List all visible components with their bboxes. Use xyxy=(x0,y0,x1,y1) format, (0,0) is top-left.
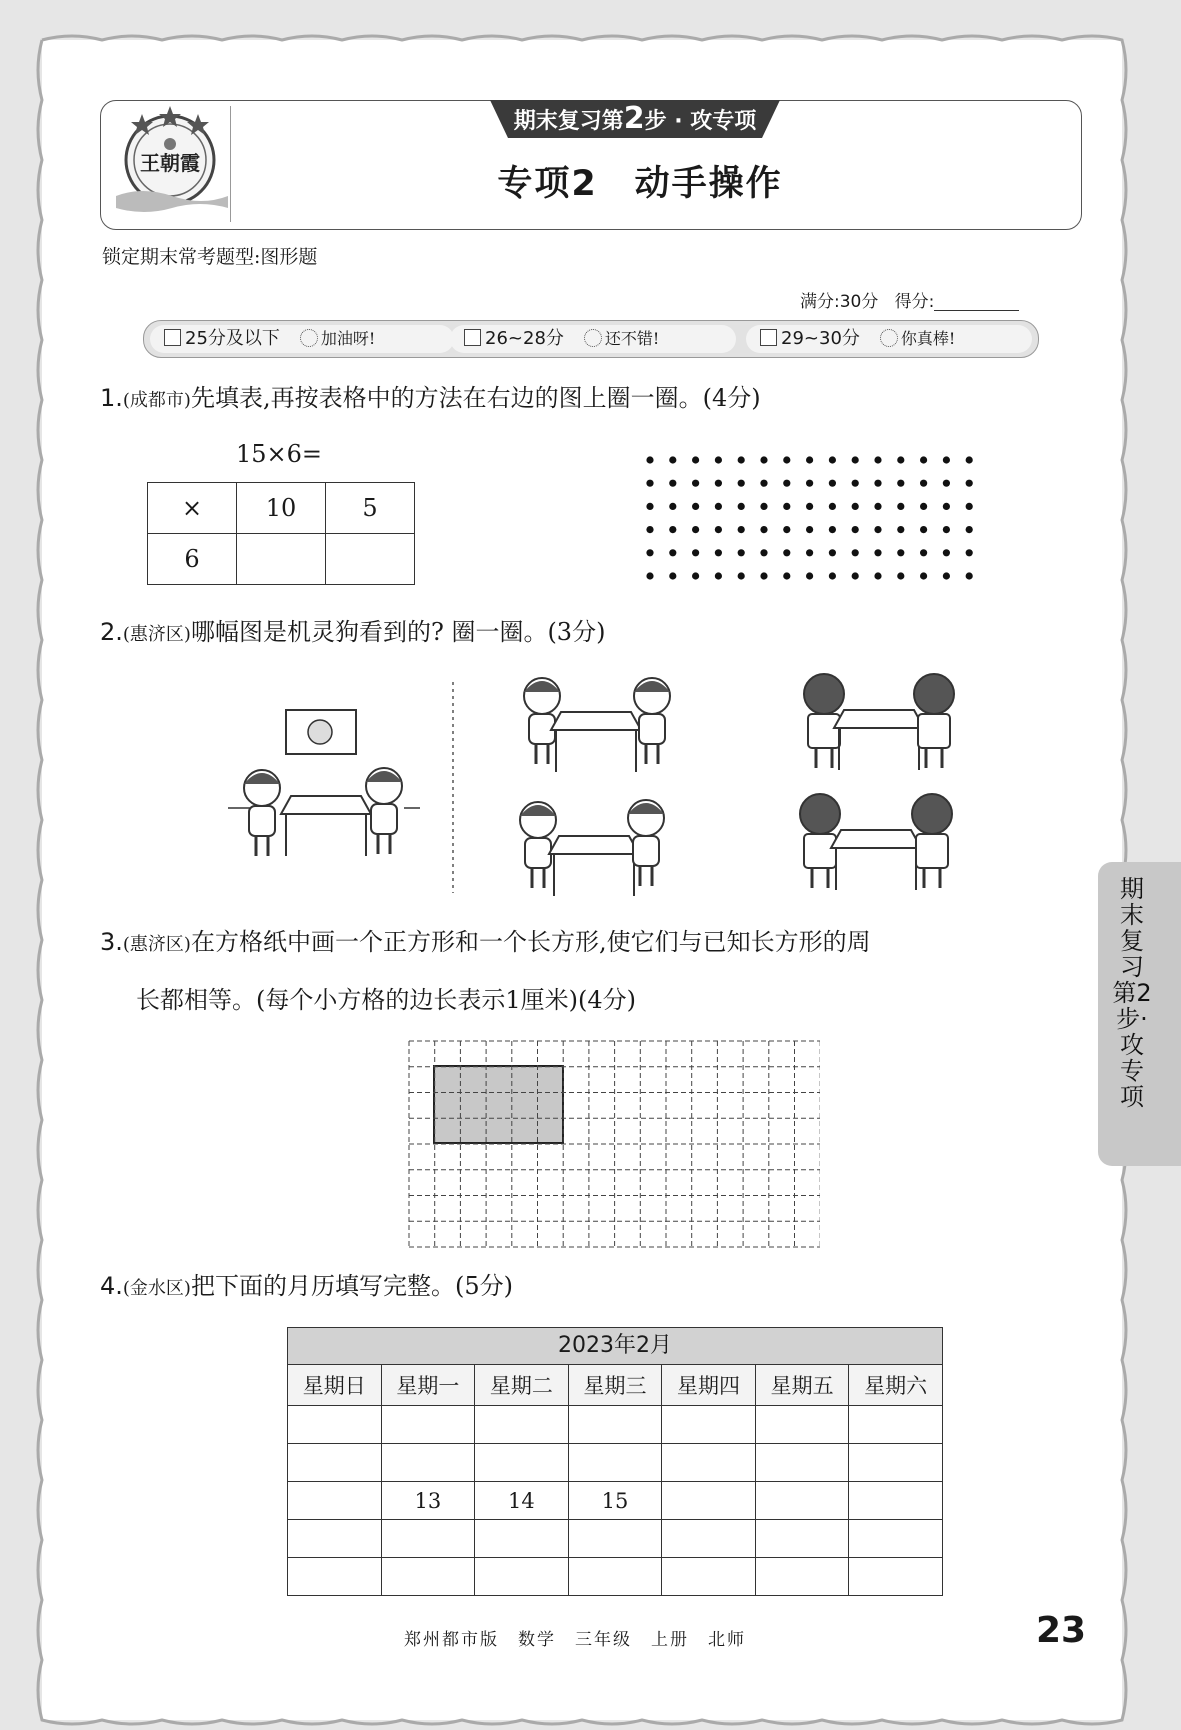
dot xyxy=(852,526,859,533)
calendar-week-row xyxy=(288,1406,942,1444)
dot xyxy=(669,480,676,487)
page-title: 专项2 动手操作 xyxy=(497,164,783,204)
dot xyxy=(715,526,722,533)
page-number: 23 xyxy=(1036,1610,1087,1651)
dot xyxy=(646,456,653,463)
dot xyxy=(920,572,927,579)
calendar-day-cell[interactable] xyxy=(475,1406,569,1444)
dot-array[interactable] xyxy=(640,450,990,592)
dot xyxy=(760,572,767,579)
dot xyxy=(829,456,836,463)
calendar-day-cell[interactable] xyxy=(849,1520,942,1558)
rating-bar xyxy=(143,320,1039,358)
given-rectangle xyxy=(434,1066,563,1143)
question-4: 4.(金水区)把下面的月历填写完整。(5分) xyxy=(100,1272,513,1300)
dot xyxy=(692,526,699,533)
calendar-week-row xyxy=(288,1558,942,1596)
dot xyxy=(715,572,722,579)
dot xyxy=(966,480,973,487)
dot xyxy=(715,456,722,463)
logo-divider xyxy=(230,106,231,222)
table-header-op: × xyxy=(148,483,237,534)
dot xyxy=(738,572,745,579)
dot xyxy=(920,503,927,510)
dot xyxy=(943,456,950,463)
dot xyxy=(738,456,745,463)
dot xyxy=(760,456,767,463)
calendar-day-cell[interactable] xyxy=(662,1482,756,1520)
dot xyxy=(738,526,745,533)
smile-icon xyxy=(300,329,318,347)
dot xyxy=(829,572,836,579)
calendar-day-cell[interactable] xyxy=(381,1520,475,1558)
table-header-10: 10 xyxy=(237,483,326,534)
logo-text: 王朝霞 xyxy=(140,151,200,175)
weekday-header: 星期日 xyxy=(288,1365,381,1406)
dot xyxy=(783,549,790,556)
dot xyxy=(738,503,745,510)
calendar-day-cell[interactable] xyxy=(381,1444,475,1482)
step-label: 期末复习第2步 · 攻专项 xyxy=(513,101,757,136)
score-label: 得分: xyxy=(894,292,935,312)
rating-1: 25分及以下 加油呀! xyxy=(150,325,454,353)
calendar-day-cell[interactable] xyxy=(381,1406,475,1444)
calendar-day-cell[interactable] xyxy=(662,1558,756,1596)
dot xyxy=(829,503,836,510)
question-3-line-2: 长都相等。(每个小方格的边长表示1厘米)(4分) xyxy=(136,986,636,1014)
option-b[interactable] xyxy=(520,800,664,896)
dot xyxy=(806,456,813,463)
dot xyxy=(760,480,767,487)
calendar-day-cell[interactable] xyxy=(849,1482,942,1520)
table-row-6: 6 xyxy=(148,534,237,585)
calendar-day-cell[interactable] xyxy=(849,1558,942,1596)
weekday-header: 星期二 xyxy=(475,1365,569,1406)
dot xyxy=(920,480,927,487)
dot xyxy=(783,503,790,510)
calendar-day-cell[interactable] xyxy=(288,1406,381,1444)
dot xyxy=(943,526,950,533)
dot xyxy=(897,456,904,463)
square-grid[interactable] xyxy=(408,1040,820,1248)
dot xyxy=(966,503,973,510)
calendar-day-cell[interactable] xyxy=(755,1558,849,1596)
dot xyxy=(897,480,904,487)
calendar-day-cell[interactable] xyxy=(475,1558,569,1596)
calendar xyxy=(287,1327,943,1596)
subtitle: 锁定期末常考题型:图形题 xyxy=(102,246,318,268)
calendar-table xyxy=(288,1365,942,1595)
calendar-day-cell[interactable] xyxy=(568,1520,662,1558)
weekday-header: 星期六 xyxy=(849,1365,942,1406)
full-score: 满分:30分 xyxy=(800,292,879,312)
calendar-day-cell[interactable] xyxy=(288,1444,381,1482)
calendar-week-row xyxy=(288,1444,942,1482)
dot xyxy=(738,549,745,556)
dot xyxy=(897,549,904,556)
checkbox[interactable] xyxy=(464,329,481,346)
checkbox[interactable] xyxy=(164,329,181,346)
smile-icon xyxy=(880,329,898,347)
calendar-day-cell[interactable] xyxy=(475,1444,569,1482)
dot xyxy=(669,549,676,556)
calendar-day-cell[interactable] xyxy=(568,1406,662,1444)
calendar-header-row xyxy=(288,1365,942,1406)
dot xyxy=(897,526,904,533)
dot xyxy=(943,503,950,510)
score-blank[interactable] xyxy=(934,292,1019,311)
dot xyxy=(829,526,836,533)
calendar-day-cell[interactable] xyxy=(755,1444,849,1482)
dot xyxy=(669,572,676,579)
calendar-day-cell[interactable] xyxy=(662,1406,756,1444)
dot xyxy=(669,526,676,533)
calendar-day-cell[interactable] xyxy=(288,1482,381,1520)
table-header-5: 5 xyxy=(326,483,415,534)
dot xyxy=(943,572,950,579)
dot xyxy=(829,549,836,556)
dot xyxy=(943,480,950,487)
side-tab-label: 期末复习第2步·攻专项 xyxy=(1112,875,1152,1111)
dot xyxy=(874,456,881,463)
dot xyxy=(715,503,722,510)
smile-icon xyxy=(584,329,602,347)
dot xyxy=(806,480,813,487)
dot xyxy=(783,572,790,579)
dot xyxy=(852,456,859,463)
dot xyxy=(920,456,927,463)
dot xyxy=(783,526,790,533)
calendar-day-cell: 15 xyxy=(568,1482,662,1520)
calendar-day-cell[interactable] xyxy=(849,1444,942,1482)
rating-3: 29~30分 你真棒! xyxy=(746,325,1032,353)
calendar-day-cell[interactable] xyxy=(662,1520,756,1558)
dot xyxy=(738,480,745,487)
dot xyxy=(852,572,859,579)
answer-cell[interactable] xyxy=(326,534,415,585)
dot xyxy=(852,503,859,510)
weekday-header: 星期一 xyxy=(381,1365,475,1406)
calendar-day-cell[interactable] xyxy=(568,1444,662,1482)
dot xyxy=(852,480,859,487)
dot xyxy=(874,480,881,487)
rating-2: 26~28分 还不错! xyxy=(450,325,736,353)
dot xyxy=(760,526,767,533)
dot xyxy=(646,572,653,579)
weekday-header: 星期四 xyxy=(662,1365,756,1406)
dot xyxy=(715,549,722,556)
calendar-title: 2023年2月 xyxy=(288,1328,942,1365)
q1-expression: 15×6= xyxy=(236,440,323,468)
question-1: 1.(成都市)先填表,再按表格中的方法在右边的图上圈一圈。(4分) xyxy=(100,384,761,412)
dot xyxy=(646,526,653,533)
viewpoint-figures xyxy=(220,668,980,898)
dot xyxy=(874,549,881,556)
dot xyxy=(966,526,973,533)
option-c[interactable] xyxy=(804,674,954,770)
dot xyxy=(692,572,699,579)
dot xyxy=(806,572,813,579)
calendar-day-cell[interactable] xyxy=(381,1558,475,1596)
dot xyxy=(692,503,699,510)
answer-cell[interactable] xyxy=(237,534,326,585)
option-a[interactable] xyxy=(524,678,670,772)
calendar-day-cell[interactable] xyxy=(475,1520,569,1558)
dot xyxy=(966,572,973,579)
dot xyxy=(692,480,699,487)
dot xyxy=(897,503,904,510)
calendar-day-cell[interactable] xyxy=(755,1406,849,1444)
dot xyxy=(943,549,950,556)
dot xyxy=(966,549,973,556)
dot xyxy=(920,549,927,556)
calendar-day-cell: 14 xyxy=(475,1482,569,1520)
calendar-week-row xyxy=(288,1482,942,1520)
reference-scene xyxy=(228,710,420,856)
dot xyxy=(874,503,881,510)
dot xyxy=(806,549,813,556)
dot xyxy=(852,549,859,556)
calendar-day-cell[interactable] xyxy=(288,1520,381,1558)
dot xyxy=(646,549,653,556)
question-2: 2.(惠济区)哪幅图是机灵狗看到的? 圈一圈。(3分) xyxy=(100,618,606,646)
calendar-day-cell[interactable] xyxy=(849,1406,942,1444)
option-d[interactable] xyxy=(800,794,952,890)
weekday-header: 星期三 xyxy=(568,1365,662,1406)
dot xyxy=(920,526,927,533)
dot xyxy=(829,480,836,487)
calendar-day-cell[interactable] xyxy=(288,1558,381,1596)
dot xyxy=(806,503,813,510)
dot xyxy=(760,549,767,556)
calendar-week-row xyxy=(288,1520,942,1558)
dot xyxy=(874,572,881,579)
dot xyxy=(646,503,653,510)
calendar-day-cell[interactable] xyxy=(662,1444,756,1482)
checkbox[interactable] xyxy=(760,329,777,346)
dot xyxy=(806,526,813,533)
multiplication-table xyxy=(147,482,415,585)
calendar-day-cell[interactable] xyxy=(755,1482,849,1520)
question-3: 3.(惠济区)在方格纸中画一个正方形和一个长方形,使它们与已知长方形的周 xyxy=(100,928,871,956)
dot xyxy=(760,503,767,510)
dot xyxy=(669,456,676,463)
dot xyxy=(692,456,699,463)
score-line xyxy=(800,287,1019,312)
calendar-day-cell: 13 xyxy=(381,1482,475,1520)
dot xyxy=(783,480,790,487)
dot xyxy=(692,549,699,556)
logo-seal xyxy=(112,104,232,224)
dot xyxy=(783,456,790,463)
calendar-day-cell[interactable] xyxy=(568,1558,662,1596)
calendar-day-cell[interactable] xyxy=(755,1520,849,1558)
footer: 郑州都市版 数学 三年级 上册 北师 xyxy=(404,1630,746,1650)
weekday-header: 星期五 xyxy=(755,1365,849,1406)
dot xyxy=(669,503,676,510)
dot xyxy=(715,480,722,487)
dot xyxy=(897,572,904,579)
dot xyxy=(874,526,881,533)
dot xyxy=(646,480,653,487)
dot xyxy=(966,456,973,463)
